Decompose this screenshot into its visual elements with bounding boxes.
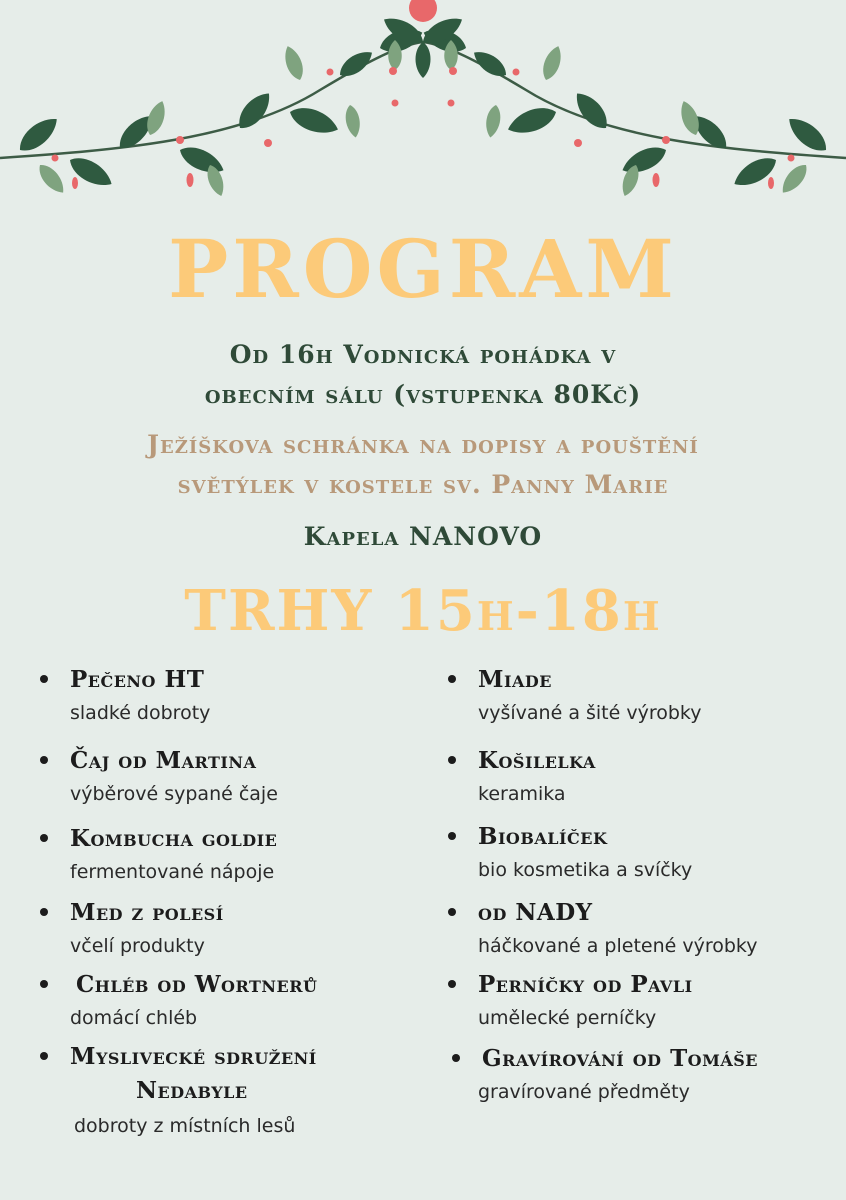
program-line-lights: světýlek v kostele sv. Panny Marie	[177, 470, 669, 499]
garland-decoration	[0, 0, 846, 210]
vendor-name: Gravírování od Tomáše	[482, 1045, 758, 1072]
bullet-icon	[448, 980, 456, 988]
bullet-icon	[40, 834, 48, 842]
vendor-name: Miade	[478, 666, 552, 693]
vendor-name: Čaj od Martina	[70, 747, 257, 774]
vendor-name: Kombucha goldie	[70, 825, 278, 852]
bullet-icon	[40, 980, 48, 988]
vendor-name: Med z polesí	[70, 899, 224, 926]
markets-title: TRHY 15h-18h	[184, 578, 662, 644]
vendor-name-line2: Nedabyle	[136, 1077, 248, 1104]
vendor-desc: výběrové sypané čaje	[70, 783, 278, 805]
bullet-icon	[448, 908, 456, 916]
vendor-desc: bio kosmetika a svíčky	[478, 859, 693, 881]
bullet-icon	[40, 908, 48, 916]
vendor-name: od NADY	[478, 899, 593, 926]
bullet-icon	[448, 832, 456, 840]
vendor-name: Myslivecké sdružení	[70, 1043, 317, 1070]
berry-icon	[409, 0, 437, 22]
vendor-name: Perníčky od Pavli	[478, 971, 693, 998]
vendor-desc: gravírované předměty	[478, 1081, 690, 1103]
program-line-theatre-venue: obecním sálu (vstupenka 80Kč)	[204, 380, 642, 409]
page-title: PROGRAM	[168, 222, 678, 316]
bullet-icon	[40, 675, 48, 683]
program-line-band: Kapela NANOVO	[303, 522, 543, 551]
vendor-name: Biobalíček	[478, 823, 608, 850]
bullet-icon	[40, 756, 48, 764]
vendor-desc: domácí chléb	[70, 1007, 198, 1029]
vendor-desc: dobroty z místních lesů	[74, 1115, 296, 1137]
vendor-desc: vyšívané a šité výrobky	[478, 702, 702, 724]
vendor-name: Pečeno HT	[70, 666, 205, 693]
program-line-mailbox: Ježíškova schránka na dopisy a pouštění	[147, 430, 699, 459]
vendor-name: Košilelka	[478, 747, 596, 774]
program-line-theatre: Od 16h Vodnická pohádka v	[229, 340, 617, 369]
bullet-icon	[40, 1052, 48, 1060]
vendor-desc: včelí produkty	[70, 935, 205, 957]
vendor-desc: fermentované nápoje	[70, 861, 275, 883]
vendor-desc: háčkované a pletené výrobky	[478, 935, 758, 957]
bullet-icon	[448, 756, 456, 764]
vendor-desc: umělecké perníčky	[478, 1007, 657, 1029]
vendor-desc: sladké dobroty	[70, 702, 211, 724]
bullet-icon	[448, 675, 456, 683]
vendor-name: Chléb od Wortnerů	[76, 971, 318, 998]
vendor-desc: keramika	[478, 783, 566, 805]
bullet-icon	[452, 1054, 460, 1062]
